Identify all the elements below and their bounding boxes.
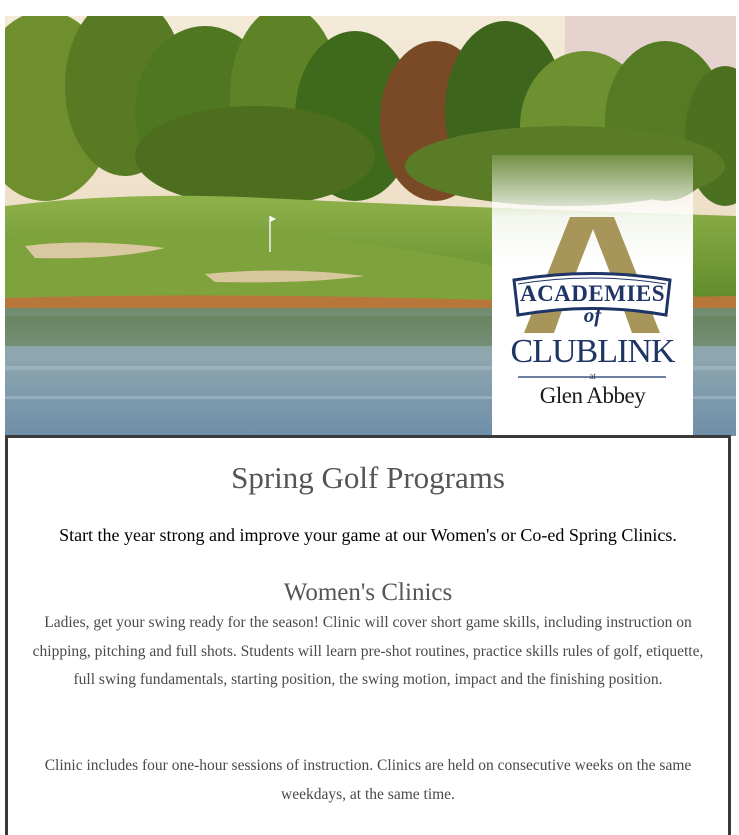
paragraph-clinic-schedule: Clinic includes four one-hour sessions of instruction. Clinics are held on consecutive weeks on the same weekdays, at the same time. xyxy=(44,757,692,803)
logo-clublink-text: CLUBLINK xyxy=(510,333,675,370)
logo-venue-text: Glen Abbey xyxy=(539,383,646,408)
paragraph-clinic-description: Ladies, get your swing ready for the season! Clinic will cover short game skills, including instruction on chipping, pitching and full shots. Students will learn pre-shot routines, practice skills rules of golf, etiquette, full swing fundamentals, starting position, the swing motion, impact and the finishing position. xyxy=(32,614,704,688)
section-heading-womens-clinics: Women's Clinics xyxy=(283,579,453,606)
intro-text: Start the year strong and improve your game at our Women's or Co-ed Spring Clinics. xyxy=(59,525,677,545)
logo-academies-text: ACADEMIES xyxy=(519,281,666,306)
content-card xyxy=(5,435,731,835)
page-title: Spring Golf Programs xyxy=(231,460,505,495)
logo-of-text: of xyxy=(583,303,602,327)
academies-logo xyxy=(492,155,693,436)
logo-at-text: at xyxy=(589,371,596,381)
